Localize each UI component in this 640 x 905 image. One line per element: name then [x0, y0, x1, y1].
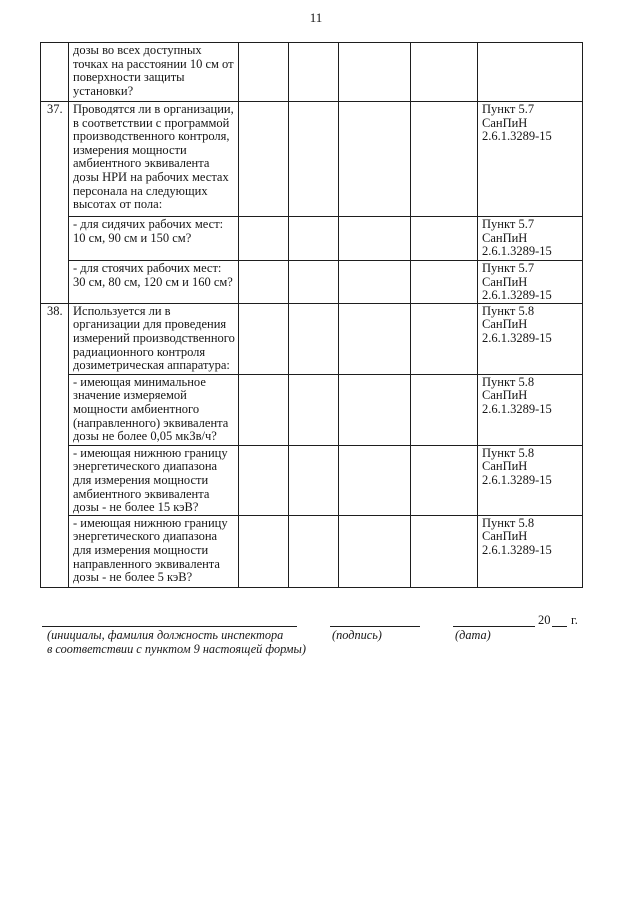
signature-caption: (подпись): [332, 628, 382, 642]
empty-cell: [411, 217, 478, 261]
empty-cell: [289, 43, 339, 102]
empty-cell: [411, 374, 478, 445]
inspector-name-line: [42, 626, 297, 627]
empty-cell: [411, 102, 478, 217]
question-cell: дозы во всех доступных точках на расстоянии 10 см от поверхности защиты установки?: [69, 43, 239, 102]
reference-cell: Пункт 5.7 СанПиН 2.6.1.3289-15: [478, 102, 583, 217]
empty-cell: [411, 515, 478, 587]
checklist-table: [40, 42, 583, 588]
reference-cell: Пункт 5.7 СанПиН 2.6.1.3289-15: [478, 261, 583, 304]
empty-cell: [339, 303, 411, 374]
table-row: [41, 303, 583, 374]
signature-line: [330, 626, 420, 627]
reference-cell: [478, 43, 583, 102]
question-cell: Используется ли в организации для проведения измерений производственного радиационного контроля дозиметрическая аппаратура:: [69, 303, 239, 374]
question-cell: - имеющая минимальное значение измеряемой мощности амбиентного (направленного) эквивалента дозы не более 0,05 мкЗв/ч?: [69, 374, 239, 445]
date-caption: (дата): [455, 628, 491, 642]
item-number-cell: 38.: [41, 303, 69, 587]
empty-cell: [289, 102, 339, 217]
empty-cell: [239, 374, 289, 445]
empty-cell: [339, 43, 411, 102]
year-blank-line: [552, 626, 567, 627]
empty-cell: [339, 102, 411, 217]
empty-cell: [239, 515, 289, 587]
empty-cell: [411, 261, 478, 304]
empty-cell: [411, 303, 478, 374]
empty-cell: [239, 261, 289, 304]
empty-cell: [239, 303, 289, 374]
empty-cell: [239, 217, 289, 261]
empty-cell: [289, 217, 339, 261]
empty-cell: [289, 303, 339, 374]
reference-cell: Пункт 5.7 СанПиН 2.6.1.3289-15: [478, 217, 583, 261]
empty-cell: [239, 102, 289, 217]
reference-cell: Пункт 5.8 СанПиН 2.6.1.3289-15: [478, 515, 583, 587]
table-row: [41, 217, 583, 261]
empty-cell: [411, 43, 478, 102]
empty-cell: [339, 515, 411, 587]
table-row: [41, 261, 583, 304]
inspector-caption: (инициалы, фамилия должность инспектора в соответствии с пунктом 9 настоящей формы): [47, 628, 306, 656]
reference-cell: Пункт 5.8 СанПиН 2.6.1.3289-15: [478, 374, 583, 445]
table-row: [41, 374, 583, 445]
empty-cell: [289, 445, 339, 515]
question-cell: Проводятся ли в организации, в соответствии с программой производственного контроля, измерения мощности амбиентного эквивалента дозы НРИ на рабочих местах персонала на следующих высотах от пола:: [69, 102, 239, 217]
empty-cell: [289, 261, 339, 304]
page-number: 11: [309, 10, 323, 25]
date-line: [453, 626, 535, 627]
table-row: [41, 445, 583, 515]
year-suffix: г.: [571, 613, 578, 627]
empty-cell: [411, 445, 478, 515]
question-cell: - для сидячих рабочих мест: 10 см, 90 см и 150 см?: [69, 217, 239, 261]
empty-cell: [339, 445, 411, 515]
year-prefix: 20: [538, 613, 551, 627]
question-cell: - имеющая нижнюю границу энергетического диапазона для измерения мощности направленного эквивалента дозы - не более 5 кэВ?: [69, 515, 239, 587]
table-row: [41, 102, 583, 217]
empty-cell: [339, 261, 411, 304]
empty-cell: [289, 515, 339, 587]
item-number-cell: 37.: [41, 102, 69, 304]
table-row: [41, 515, 583, 587]
empty-cell: [339, 217, 411, 261]
question-cell: - для стоячих рабочих мест: 30 см, 80 см, 120 см и 160 см?: [69, 261, 239, 304]
reference-cell: Пункт 5.8 СанПиН 2.6.1.3289-15: [478, 303, 583, 374]
table-row: [41, 43, 583, 102]
question-cell: - имеющая нижнюю границу энергетического диапазона для измерения мощности амбиентного эквивалента дозы - не более 15 кэВ?: [69, 445, 239, 515]
empty-cell: [339, 374, 411, 445]
reference-cell: Пункт 5.8 СанПиН 2.6.1.3289-15: [478, 445, 583, 515]
empty-cell: [239, 43, 289, 102]
empty-cell: [239, 445, 289, 515]
item-number-cell: [41, 43, 69, 102]
empty-cell: [289, 374, 339, 445]
